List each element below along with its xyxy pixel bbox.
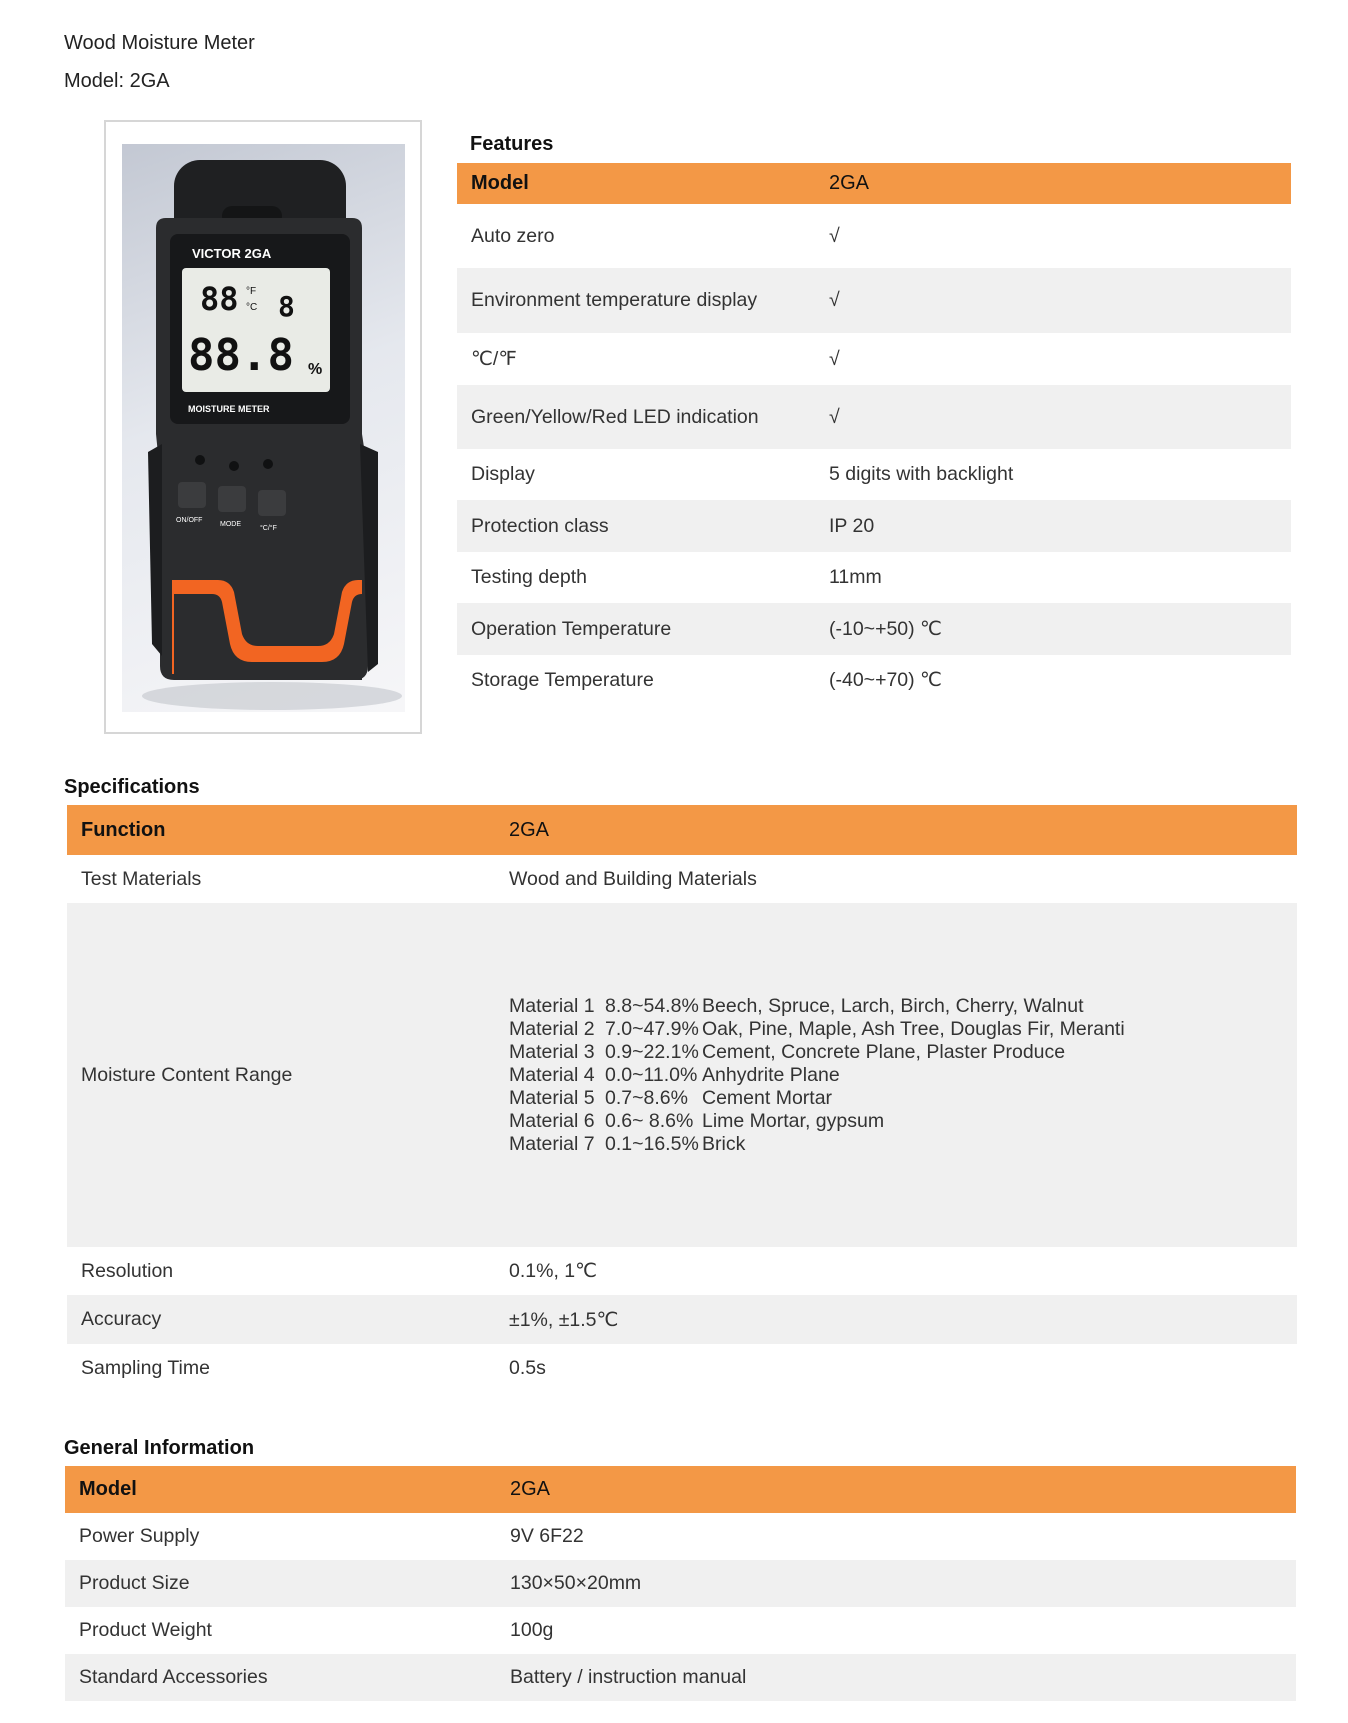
material-range: 7.0~47.9% [605, 1017, 699, 1040]
material-examples: Oak, Pine, Maple, Ash Tree, Douglas Fir, Meranti [702, 1017, 1125, 1040]
feature-value: √ [829, 224, 840, 247]
features-header-model: 2GA [815, 163, 1291, 204]
moisture-meter-illustration [122, 144, 405, 712]
lcd-main-digits: 88.8 [188, 330, 294, 381]
material-row [509, 1064, 1283, 1087]
button-unit-label: °C/°F [260, 525, 277, 532]
table-row [457, 268, 1291, 333]
doc-model: Model: 2GA [64, 70, 170, 92]
feature-value: √ [815, 385, 1291, 449]
specifications-title: Specifications [64, 776, 200, 798]
feature-name: Storage Temperature [471, 668, 654, 691]
material-examples: Anhydrite Plane [702, 1063, 840, 1086]
spec-name: Resolution [81, 1259, 174, 1282]
doc-title: Wood Moisture Meter [64, 32, 255, 54]
info-value: 100g [510, 1619, 554, 1641]
button-onoff-label: ON/OFF [176, 517, 203, 524]
info-value: 130×50×20mm [496, 1560, 1296, 1607]
feature-value: 5 digits with backlight [829, 463, 1014, 485]
features-table [457, 163, 1291, 705]
table-row [457, 449, 1291, 500]
material-row [509, 1133, 1283, 1156]
material-examples: Cement, Concrete Plane, Plaster Produce [702, 1040, 1066, 1063]
feature-value: IP 20 [815, 500, 1291, 552]
general-header-model: 2GA [496, 1466, 1296, 1513]
material-examples: Brick [702, 1132, 746, 1155]
spec-value: 0.5s [509, 1356, 546, 1379]
material-name: Material 5 [509, 1086, 595, 1109]
feature-value: (-40~+70) ℃ [829, 669, 942, 691]
device-label: MOISTURE METER [188, 404, 270, 414]
button-mode-label: MODE [220, 521, 241, 528]
material-examples: Cement Mortar [702, 1086, 833, 1109]
table-row [67, 855, 1297, 903]
features-header-row [457, 163, 1291, 204]
table-row [457, 552, 1291, 603]
table-row [457, 655, 1291, 705]
material-row [509, 995, 1283, 1018]
spec-name: Accuracy [67, 1295, 495, 1344]
spec-value: Wood and Building Materials [509, 867, 757, 890]
feature-name: Testing depth [471, 566, 588, 588]
material-range: 0.1~16.5% [605, 1132, 699, 1155]
feature-value: (-10~+50) ℃ [815, 603, 1291, 655]
lcd-small-digit: 8 [278, 290, 295, 323]
info-name: Power Supply [79, 1525, 200, 1547]
table-row [65, 1654, 1296, 1701]
table-row [457, 204, 1291, 268]
material-name: Material 6 [509, 1109, 595, 1132]
material-name: Material 7 [509, 1132, 595, 1155]
table-row [457, 603, 1291, 655]
material-row [509, 1041, 1283, 1064]
features-title: Features [470, 133, 554, 155]
general-header-row [65, 1466, 1296, 1513]
feature-name: ℃/℉ [471, 348, 517, 370]
material-examples: Lime Mortar, gypsum [702, 1109, 885, 1132]
specifications-table [67, 805, 1297, 1392]
lcd-percent: % [308, 361, 323, 378]
feature-name: Operation Temperature [457, 603, 815, 655]
material-name: Material 2 [509, 1017, 595, 1040]
info-value: Battery / instruction manual [496, 1654, 1296, 1701]
info-name: Product Weight [79, 1619, 212, 1641]
feature-value: 11mm [829, 566, 882, 588]
material-range: 0.9~22.1% [605, 1040, 699, 1063]
spec-name: Moisture Content Range [67, 903, 495, 1247]
material-examples: Beech, Spruce, Larch, Birch, Cherry, Walnut [702, 994, 1084, 1017]
table-row [457, 385, 1291, 449]
feature-name: Protection class [457, 500, 815, 552]
specifications-header-model: 2GA [495, 805, 1297, 855]
product-image-frame [104, 120, 422, 734]
device-brand: VICTOR 2GA [192, 246, 272, 261]
info-name: Product Size [65, 1560, 496, 1607]
table-row [65, 1513, 1296, 1560]
lcd-unit-f: °F [246, 286, 257, 297]
feature-value: √ [829, 347, 840, 370]
material-list-cell [495, 903, 1297, 1247]
material-row [509, 1018, 1283, 1041]
table-row [457, 333, 1291, 385]
table-row [67, 1295, 1297, 1344]
general-header-label: Model [65, 1466, 496, 1513]
specifications-header-row [67, 805, 1297, 855]
material-name: Material 1 [509, 994, 595, 1017]
feature-name: Green/Yellow/Red LED indication [457, 385, 815, 449]
material-range: 0.6~ 8.6% [605, 1109, 694, 1132]
general-title: General Information [64, 1437, 255, 1459]
feature-name: Display [471, 463, 535, 485]
feature-name: Environment temperature display [457, 268, 815, 333]
info-name: Standard Accessories [65, 1654, 496, 1701]
spec-value: 0.1%, 1℃ [509, 1260, 598, 1282]
material-name: Material 4 [509, 1063, 595, 1086]
features-header-label: Model [457, 163, 815, 204]
material-range: 0.7~8.6% [605, 1086, 688, 1109]
table-row [67, 1247, 1297, 1295]
lcd-unit-c: °C [246, 302, 258, 313]
material-list [509, 995, 1283, 1156]
feature-value: √ [815, 268, 1291, 333]
product-photo [122, 144, 405, 712]
table-row [65, 1607, 1296, 1654]
table-row [457, 500, 1291, 552]
spec-name: Test Materials [81, 867, 202, 890]
material-range: 0.0~11.0% [605, 1063, 698, 1086]
info-value: 9V 6F22 [510, 1525, 584, 1547]
material-row [509, 1087, 1283, 1110]
moisture-range-row [67, 903, 1297, 1247]
material-range: 8.8~54.8% [605, 994, 699, 1017]
specifications-header-label: Function [67, 805, 495, 855]
spec-name: Sampling Time [81, 1356, 210, 1379]
general-table [65, 1466, 1296, 1701]
material-row [509, 1110, 1283, 1133]
table-row [65, 1560, 1296, 1607]
table-row [67, 1344, 1297, 1392]
lcd-top-digits: 88 [200, 280, 239, 318]
material-name: Material 3 [509, 1040, 595, 1063]
feature-name: Auto zero [471, 224, 555, 247]
spec-value: ±1%, ±1.5℃ [495, 1295, 1297, 1344]
